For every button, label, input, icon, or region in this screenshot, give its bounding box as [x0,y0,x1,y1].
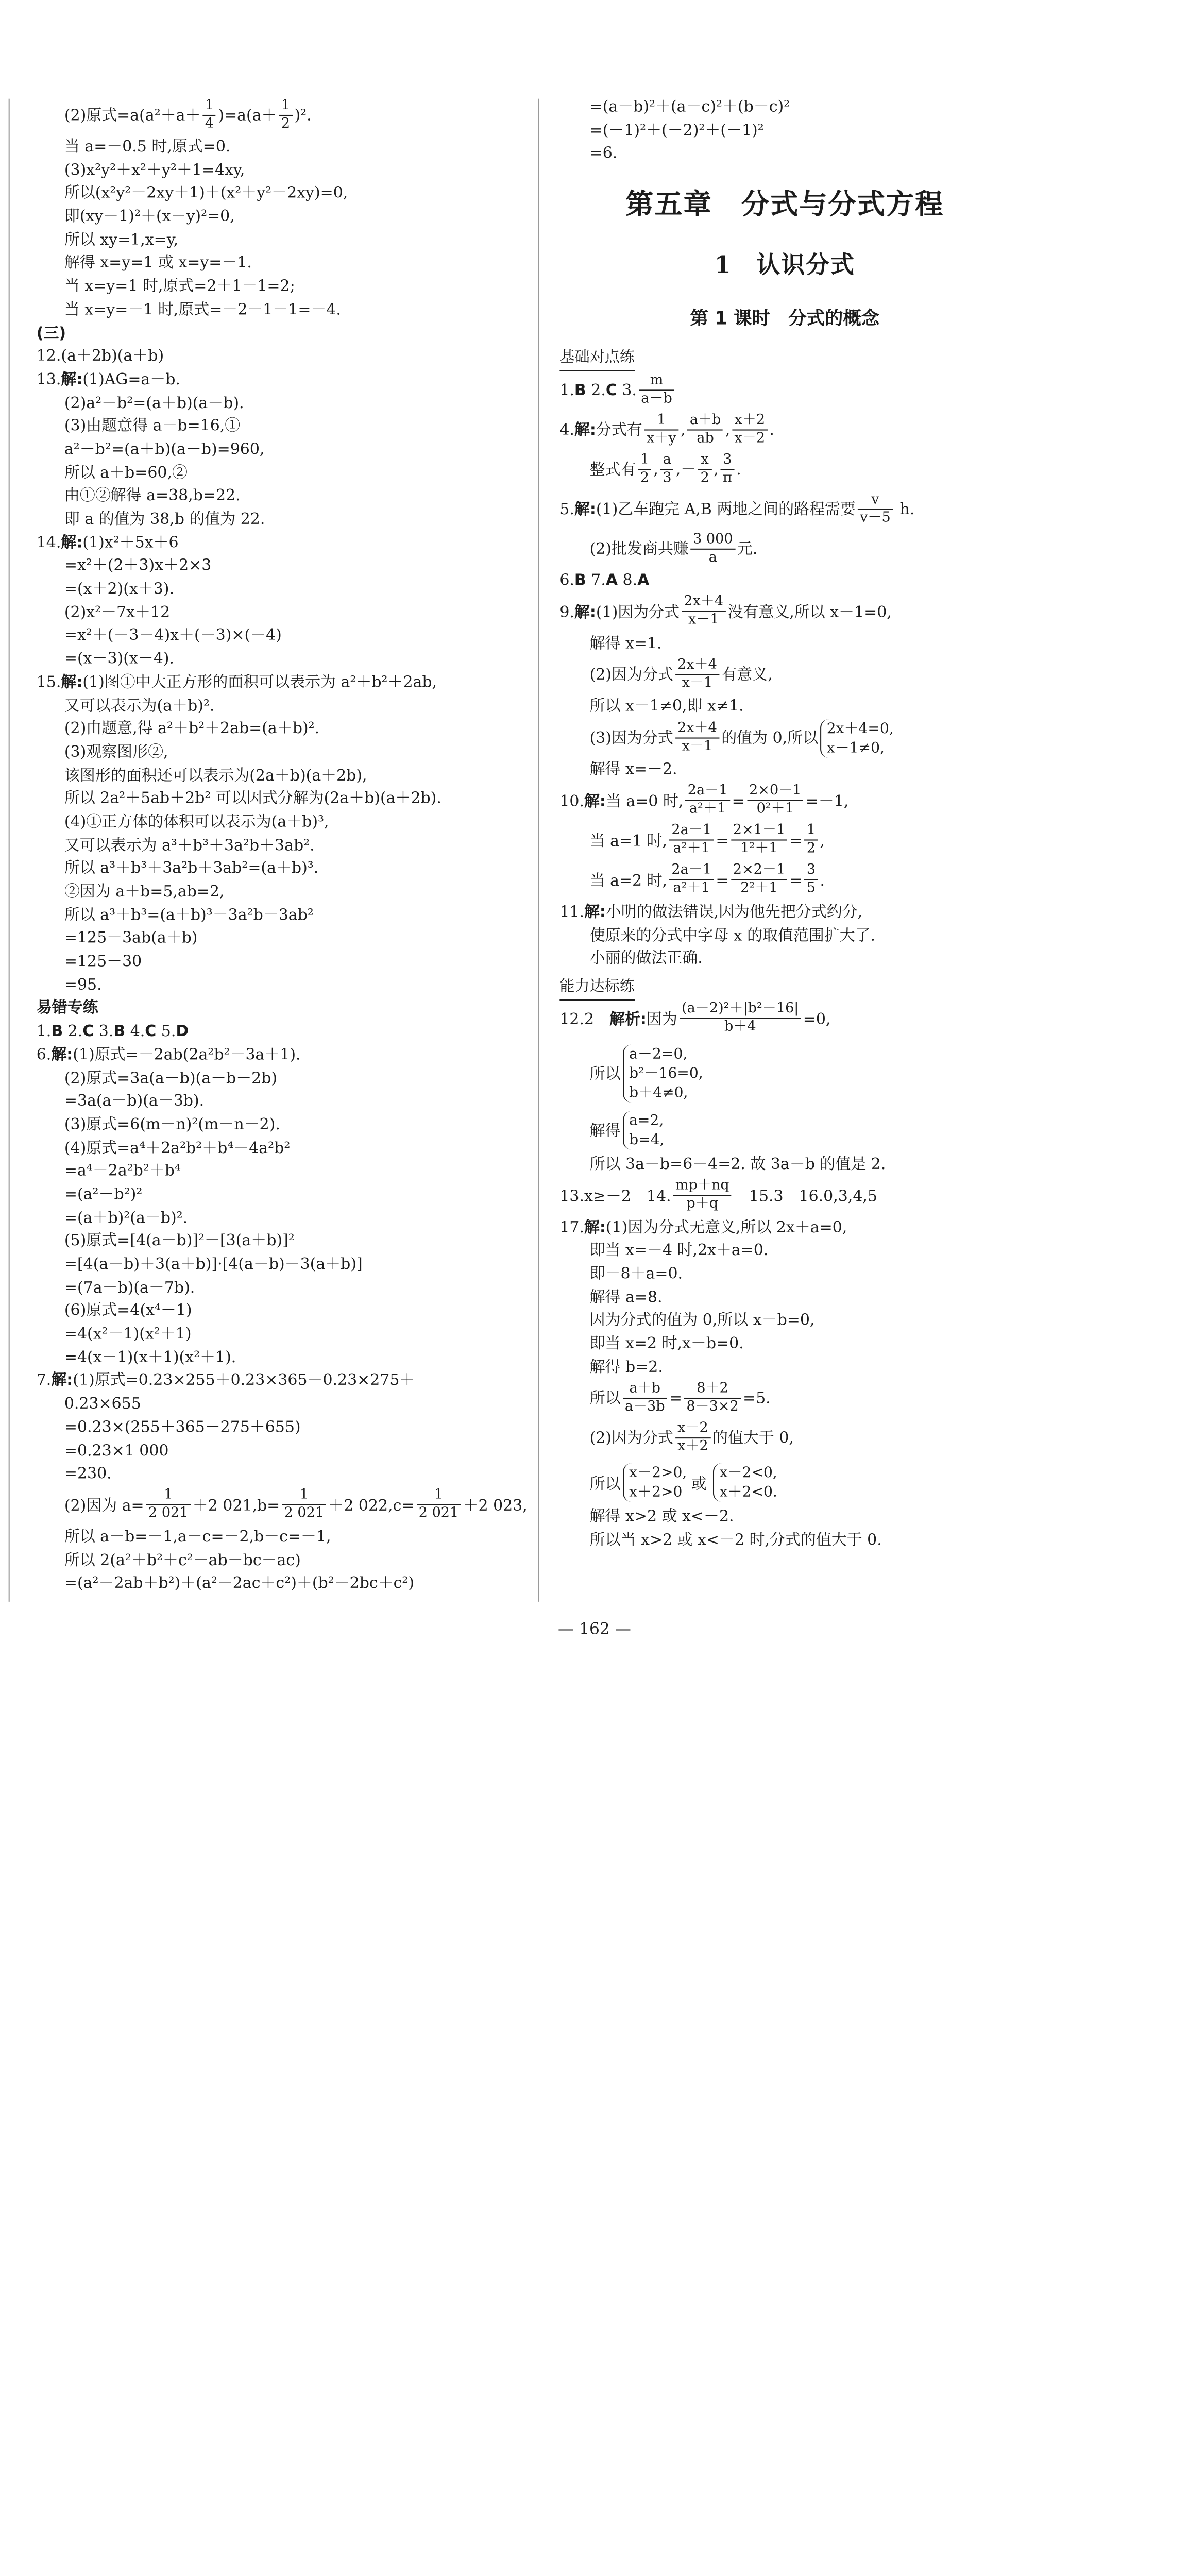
answer-line: 当 a=2 时, $\frac{2a-1}{\text{a²＋1}}$ = $\frac{2\times 2-1}{\text{2²＋1}}$ = $\frac{3}{5}$ . [559,862,1010,902]
answer-line: =95. [64,976,102,994]
fraction: $\frac{x-2}{x+2}$ [675,1420,710,1455]
answer-line: (3)因为分式 $\frac{2x+4}{x-1}$ 的值为 0,所以 2x＋4=0, x－1≠0, [559,719,1010,759]
fraction: $\frac{2a-1}{\text{a²＋1}}$ [669,823,714,858]
answer-line: =(－1)²＋(－2)²＋(－1)² [589,122,764,140]
answer-line: 该图形的面积还可以表示为(2a＋b)(a＋2b), [64,767,367,785]
page-number: — 162 — [558,1619,631,1638]
answer-line: 整式有 $\frac{1}{2}$ , $\frac{a}{3}$ ,－ $\frac{x}{2}$ , $\frac{3}{\pi}$ . [559,451,1010,490]
equation-system: x－2<0, x＋2<0. [713,1464,777,1502]
fraction: $\frac{2a-1}{\text{a²＋1}}$ [669,862,714,898]
answer-line: 当 a=－0.5 时,原式=0. [64,138,231,156]
section-heading: 基础对点练 [559,345,635,371]
answer-line: (3)原式=6(m－n)²(m－n－2). [64,1116,280,1134]
answer-line: 所以 2a²＋5ab＋2b² 可以因式分解为(2a＋b)(a＋2b). [64,790,441,808]
answer-line: (5)原式=[4(a－b)]²－[3(a＋b)]² [64,1232,295,1250]
answer-line: 解得 a=8. [589,1289,663,1307]
question-7: 7.解:(1)原式=0.23×255＋0.23×365－0.23×275＋ [36,1372,415,1390]
answer-line: 解得 b=2. [589,1359,663,1376]
fraction: $\frac{3 000}{a}$ [691,531,735,567]
center-column-rule [538,99,539,1602]
answer-line: 即当 x=－4 时,2x＋a=0. [589,1242,769,1260]
answer-line: 所以当 x>2 或 x<－2 时,分式的值大于 0. [589,1532,882,1549]
fraction: $\frac{\text{(a－2)²＋|b²－16|}}{b+4}$ [680,1001,801,1037]
answer-line: (3)观察图形②, [64,743,168,761]
fraction: $\frac{1}{2}$ [638,451,652,487]
fraction: $\frac{2x+4}{x-1}$ [675,720,719,755]
answer-line: (4)①正方体的体积可以表示为(a＋b)³, [64,814,329,831]
section-heading: 易错专练 [36,999,98,1018]
choice-answers: 6.B 7.A 8.A [559,572,650,590]
answer-line: 所以 a³＋b³＋3a²b＋3ab²=(a＋b)³. [64,860,319,878]
answer-line: =(x＋2)(x＋3). [64,581,175,598]
answer-line: 即当 x=2 时,x－b=0. [589,1335,744,1353]
answer-line: =(a²－2ab＋b²)＋(a²－2ac＋c²)＋(b²－2bc＋c²) [64,1575,415,1592]
answer-line: (2)a²－b²=(a＋b)(a－b). [64,394,244,412]
fraction: $\frac{2\times 2-1}{\text{2²＋1}}$ [731,862,788,898]
answer-line: (2)x²－7x＋12 [64,604,171,621]
answer-line: 所以 a－2=0, b²－16=0, b＋4≠0, [559,1040,1010,1107]
fraction: $\frac{1}{2 021}$ [417,1487,461,1523]
answer-line: =125－30 [64,953,142,971]
lesson-subtitle: 第 1 课时 分式的概念 [690,308,880,330]
question-6: 6.解:(1)原式=－2ab(2a²b²－3a＋1). [36,1046,301,1064]
choice-answers: 1.B 2.C 3. $\frac{m}{a-b}$ [559,371,1010,411]
answer-line: =3a(a－b)(a－3b). [64,1093,205,1110]
question-5: 5.解:(1)乙车跑完 A,B 两地之间的路程需要 $\frac{v}{v-5}$ h. [559,490,1010,530]
fraction: $\frac{a+b}{ab}$ [688,412,723,447]
left-margin-rule [9,99,10,1602]
equation-system: a－2=0, b²－16=0, b＋4≠0, [623,1044,703,1103]
answer-line: 当 x=y=1 时,原式=2＋1－1=2; [64,278,295,296]
answer-line: 所以 3a－b=6－4=2. 故 3a－b 的值是 2. [589,1156,886,1174]
answer-line: =6. [589,145,618,163]
answer-line: =4(x－1)(x＋1)(x²＋1). [64,1349,236,1367]
answer-line: (3)x²y²＋x²＋y²＋1=4xy, [64,161,245,179]
fraction: $\frac{2x+4}{x-1}$ [682,594,725,630]
answer-line: (2)原式=a(a²＋a＋ $\frac{1}{4}$ )=a(a＋ $\frac{1}{2}$ )². [37,97,508,137]
question-10: 10.解:当 a=0 时, $\frac{2a-1}{\text{a²＋1}}$ = $\frac{2\times 0-1}{\text{0²＋1}}$ =－1, [559,783,1010,822]
answer-line: 所以 x－2>0, x＋2>0 或 x－2<0, x＋2<0. [559,1460,1010,1507]
answer-line: 12.(a＋2b)(a＋b) [36,348,164,365]
fraction: $\frac{1}{2}$ [805,823,818,858]
fraction: $\frac{v}{v-5}$ [858,491,893,527]
fraction: $\frac{1}{4}$ [203,97,216,133]
answer-line: 小丽的做法正确. [589,950,703,968]
fraction: $\frac{a+b}{a-3b}$ [623,1380,667,1416]
answer-line: 解得 x>2 或 x<－2. [589,1509,734,1526]
answer-line: 解得 x=－2. [589,761,677,778]
answer-line: 解得 a=2, b=4, [559,1107,1010,1154]
section-heading: (三) [36,325,66,342]
answer-line: ②因为 a＋b=5,ab=2, [64,883,225,901]
fraction: $\frac{3}{\pi}$ [721,451,734,487]
answer-line: 又可以表示为 a³＋b³＋3a²b＋3ab². [64,837,315,854]
answer-line: 解得 x=y=1 或 x=y=－1. [64,255,252,273]
answer-line: 即－8＋a=0. [589,1265,683,1283]
chapter-title: 第五章 分式与分式方程 [625,189,944,222]
answer-line: (2)因为分式 $\frac{x-2}{x+2}$ 的值大于 0, [559,1419,1010,1459]
answer-line: 解得 x=1. [589,635,662,653]
question-14: 14.解:(1)x²＋5x＋6 [36,534,179,552]
answer-line: 0.23×655 [64,1396,141,1413]
answer-line: =4(x²－1)(x²＋1) [64,1326,192,1343]
question-9: 9.解:(1)因为分式 $\frac{2x+4}{x-1}$ 没有意义,所以 x－1=0, [559,594,1010,633]
fill-answers: 13.x≥－2 14. $\frac{mp+nq}{p+q}$ 15.3 16.0,3,4,5 [559,1177,1010,1217]
fraction: $\frac{a}{3}$ [660,451,674,487]
fraction: $\frac{3}{5}$ [805,862,818,898]
answer-line: 因为分式的值为 0,所以 x－b=0, [589,1312,815,1330]
fraction: $\frac{1}{x+y}$ [644,412,678,447]
answer-line: 所以 a＋b=60,② [64,464,188,482]
right-column [559,97,1010,1553]
choice-answers: 1.B 2.C 3.B 4.C 5.D [36,1023,189,1041]
answer-line: 所以 x－1≠0,即 x≠1. [589,698,744,716]
fraction: $\frac{mp+nq}{p+q}$ [673,1178,732,1213]
fraction: $\frac{2a-1}{\text{a²＋1}}$ [686,783,730,819]
answer-line: 所以 $\frac{a+b}{a-3b}$ = $\frac{8+2}{8-3\times 2}$ =5. [559,1380,1010,1419]
answer-line: (4)原式=a⁴＋2a²b²＋b⁴－4a²b² [64,1139,291,1157]
answer-line: 当 a=1 时, $\frac{2a-1}{\text{a²＋1}}$ = $\frac{2\times 1-1}{\text{1²＋1}}$ = $\frac{1}{2}$ , [559,822,1010,862]
answer-line: (2)原式=3a(a－b)(a－b－2b) [64,1070,278,1087]
question-12: 12.2 解析:因为 $\frac{\text{(a－2)²＋|b²－16|}}{b+4}$ =0, [559,1001,1010,1040]
equation-system: a=2, b=4, [623,1111,665,1149]
answer-line: 所以 a－b=－1,a－c=－2,b－c=－1, [64,1528,331,1546]
fraction: $\frac{x}{2}$ [698,451,711,487]
answer-line: (6)原式=4(x⁴－1) [64,1302,192,1320]
answer-line: =(a－b)²＋(a－c)²＋(b－c)² [589,98,790,116]
answer-line: =a⁴－2a²b²＋b⁴ [64,1163,181,1180]
fraction: $\frac{x+2}{x-2}$ [732,412,767,447]
fraction: $\frac{2x+4}{x-1}$ [675,657,719,692]
question-15: 15.解:(1)图①中大正方形的面积可以表示为 a²＋b²＋2ab, [36,674,437,691]
answer-line: 所以 xy=1,x=y, [64,231,179,249]
lesson-title: 1 认识分式 [714,251,856,279]
question-11: 11.解:小明的做法错误,因为他先把分式约分, [559,904,863,921]
fraction: $\frac{m}{a-b}$ [639,372,674,408]
answer-line: 所以 a³＋b³=(a＋b)³－3a²b－3ab² [64,907,314,924]
answer-line: 当 x=y=－1 时,原式=－2－1－1=－4. [64,301,341,319]
answer-line: =0.23×1 000 [64,1442,169,1460]
answer-line: (2)因为 a= $\frac{1}{2 021}$ ＋2 021,b= $\frac{1}{2 021}$ ＋2 022,c= $\frac{1}{2 021}$ ＋2 023, [37,1487,508,1527]
answer-line: =(x－3)(x－4). [64,650,175,668]
answer-line: a²－b²=(a＋b)(a－b)=960, [64,441,265,459]
answer-line: =x²＋(2＋3)x＋2×3 [64,557,212,575]
answer-line: (3)由题意得 a－b=16,① [64,418,241,435]
answer-line: =(a²－b²)² [64,1186,143,1204]
fraction: $\frac{8+2}{8-3\times 2}$ [684,1380,741,1416]
answer-line: 即(xy－1)²＋(x－y)²=0, [64,208,235,226]
answer-line: 所以 2(a²＋b²＋c²－ab－bc－ac) [64,1552,301,1569]
answer-line: 由①②解得 a=38,b=22. [64,487,241,505]
question-4: 4.解:分式有 $\frac{1}{x+y}$ , $\frac{a+b}{ab}$ , $\frac{x+2}{x-2}$ . [559,411,1010,451]
section-heading: 能力达标练 [559,974,635,1001]
answer-line: =0.23×(255＋365－275＋655) [64,1419,301,1436]
answer-line: 使原来的分式中字母 x 的取值范围扩大了. [589,927,876,944]
equation-system: 2x＋4=0, x－1≠0, [820,719,894,758]
answer-line: (2)由题意,得 a²＋b²＋2ab=(a＋b)². [64,720,320,738]
answer-line: =[4(a－b)＋3(a＋b)]·[4(a－b)－3(a＋b)] [64,1256,363,1274]
fraction: $\frac{1}{2 021}$ [146,1487,191,1523]
question-17: 17.解:(1)因为分式无意义,所以 2x＋a=0, [559,1219,847,1236]
equation-system: x－2>0, x＋2>0 [623,1464,687,1502]
left-column [36,97,528,1597]
answer-line: =(a＋b)²(a－b)². [64,1209,188,1227]
answer-line: 又可以表示为(a＋b)². [64,697,215,715]
answer-line: =x²＋(－3－4)x＋(－3)×(－4) [64,627,282,645]
fraction: $\frac{2\times 1-1}{\text{1²＋1}}$ [731,823,788,858]
question-13: 13.解:(1)AG=a－b. [36,371,180,389]
fraction: $\frac{1}{2 021}$ [282,1487,326,1523]
answer-line: 即 a 的值为 38,b 的值为 22. [64,511,265,529]
fraction: $\frac{1}{2}$ [279,97,293,133]
fraction: $\frac{2\times 0-1}{\text{0²＋1}}$ [747,783,804,819]
answer-line: (2)批发商共赚 $\frac{3 000}{a}$ 元. [559,530,1010,570]
answer-line: 所以(x²y²－2xy＋1)＋(x²＋y²－2xy)=0, [64,185,348,202]
answer-line: =230. [64,1465,112,1483]
answer-line: =125－3ab(a＋b) [64,930,198,947]
answer-line: =(7a－b)(a－7b). [64,1279,195,1297]
answer-line: (2)因为分式 $\frac{2x+4}{x-1}$ 有意义, [559,656,1010,696]
